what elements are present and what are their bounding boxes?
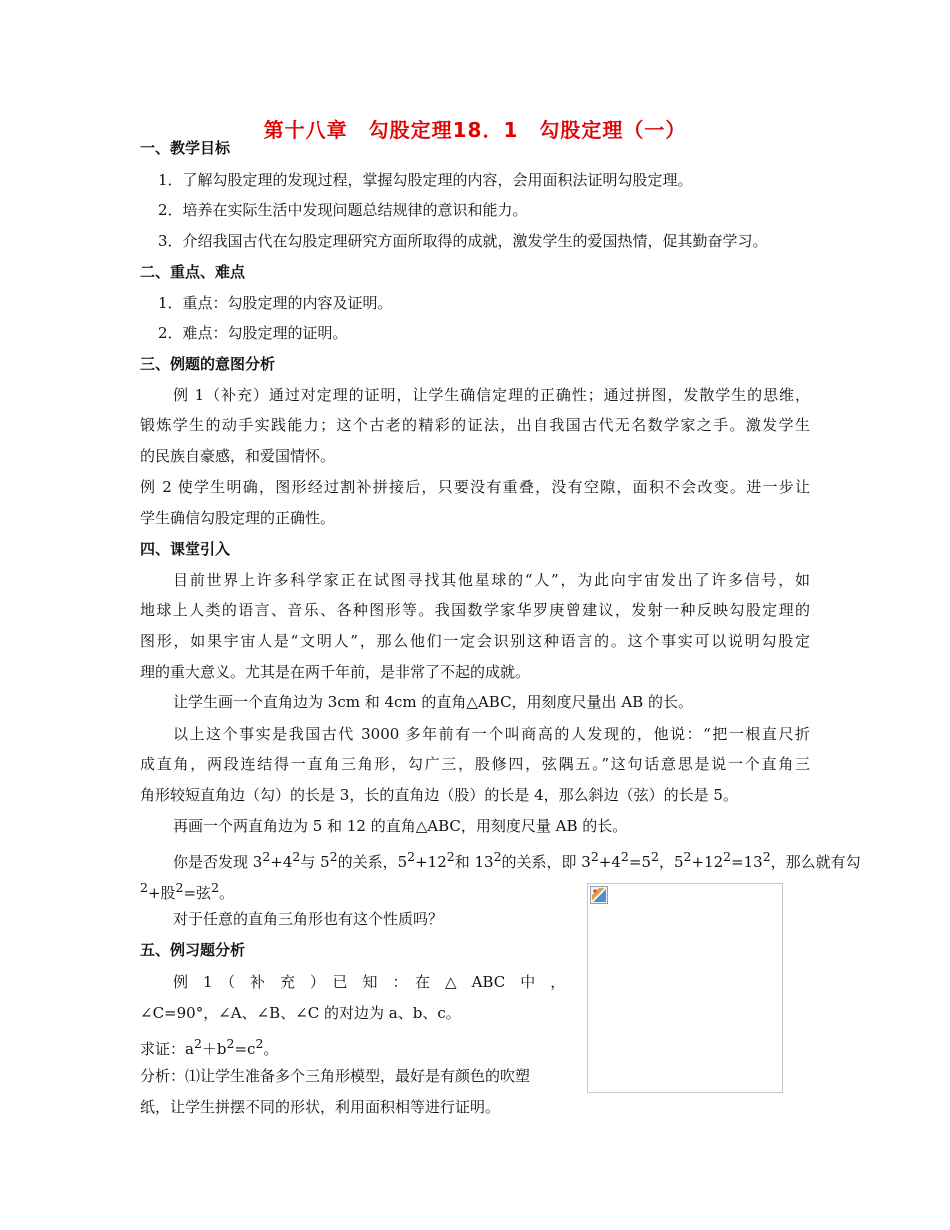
section-heading-3: 三、例题的意图分析	[140, 355, 276, 373]
paragraph-line: 例 2 使学生明确，图形经过割补拼接后，只要没有重叠，没有空隙，面积不会改变。进一步让	[140, 478, 810, 496]
paragraph-line: 理的重大意义。尤其是在两千年前，是非常了不起的成就。	[140, 663, 531, 681]
section-heading-2: 二、重点、难点	[140, 263, 246, 281]
paragraph-line: 角形较短直角边（勾）的长是 3，长的直角边（股）的长是 4，那么斜边（弦）的长是 5。	[140, 786, 738, 804]
paragraph-line: 学生确信勾股定理的正确性。	[140, 509, 336, 527]
paragraph-line: 图形，如果宇宙人是“文明人”，那么他们一定会识别这种语言的。这个事实可以说明勾股定	[140, 632, 810, 650]
paragraph-line: 让学生画一个直角边为 3cm 和 4cm 的直角△ABC，用刻度尺量出 AB 的长。	[173, 693, 693, 711]
list-item: 1．了解勾股定理的发现过程，掌握勾股定理的内容，会用面积法证明勾股定理。	[158, 171, 693, 189]
paragraph-line: 对于任意的直角三角形也有这个性质吗？	[173, 910, 444, 928]
list-item: 1．重点：勾股定理的内容及证明。	[158, 294, 393, 312]
relation-line-continued: $^2$+股$^2$=弦$^2$。	[140, 880, 235, 902]
analysis-line: 分析：⑴让学生准备多个三角形模型，最好是有颜色的吹塑	[140, 1067, 531, 1085]
list-item: 2．难点：勾股定理的证明。	[158, 324, 348, 342]
broken-image-icon	[590, 886, 608, 904]
paragraph-line: 地球上人类的语言、音乐、各种图形等。我国数学家华罗庚曾建议，发射一种反映勾股定理的	[140, 601, 810, 619]
proof-line: 求证：$a^2+b^2=c^2$。	[140, 1036, 279, 1058]
relation-line: 你是否发现 $3^2+4^2$与 $5^2$的关系，$5^2+12^2$和 $13^2$的关系，即 $3^2+4^2=5^2$，$5^2+12^2=13^2$，那么就有勾	[173, 849, 861, 871]
paragraph-line: 例 1（补充）通过对定理的证明，让学生确信定理的正确性；通过拼图，发散学生的思维，	[173, 386, 810, 404]
section-heading-4: 四、课堂引入	[140, 540, 231, 558]
page-title: 第十八章 勾股定理18．1 勾股定理（一）	[263, 118, 687, 142]
paragraph-line: 的民族自豪感，和爱国情怀。	[140, 447, 336, 465]
section-heading-1: 一、教学目标	[140, 139, 231, 157]
section-heading-5: 五、例习题分析	[140, 941, 246, 959]
list-item: 2．培养在实际生活中发现问题总结规律的意识和能力。	[158, 201, 528, 219]
paragraph-line: 以上这个事实是我国古代 3000 多年前有一个叫商高的人发现的，他说：“把一根直尺折	[173, 725, 810, 743]
paragraph-line: 目前世界上许多科学家正在试图寻找其他星球的“人”，为此向宇宙发出了许多信号，如	[173, 571, 810, 589]
image-placeholder	[587, 883, 783, 1093]
example-line: ∠C=90°，∠A、∠B、∠C 的对边为 a、b、c。	[140, 1004, 461, 1022]
paragraph-line: 成直角，两段连结得一直角三角形，勾广三，股修四，弦隅五。”这句话意思是说一个直角三	[140, 755, 810, 773]
list-item: 3．介绍我国古代在勾股定理研究方面所取得的成就，激发学生的爱国热情，促其勤奋学习。	[158, 232, 768, 250]
analysis-line: 纸，让学生拼摆不同的形状，利用面积相等进行证明。	[140, 1098, 501, 1116]
example-line: 例 1 （ 补 充 ） 已 知 ： 在 △ ABC 中 ，	[173, 973, 566, 991]
paragraph-line: 再画一个两直角边为 5 和 12 的直角△ABC，用刻度尺量 AB 的长。	[173, 817, 628, 835]
paragraph-line: 锻炼学生的动手实践能力；这个古老的精彩的证法，出自我国古代无名数学家之手。激发学生	[140, 416, 810, 434]
